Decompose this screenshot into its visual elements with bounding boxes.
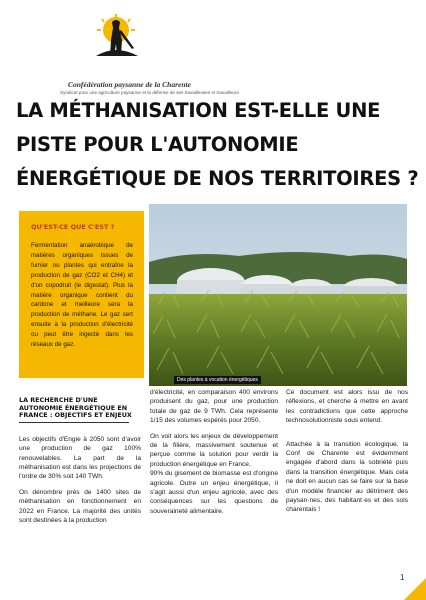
title-line-1: LA MÉTHANISATION EST-ELLE UNE [16, 99, 381, 122]
corner-decoration [404, 578, 426, 600]
col1-paragraph-2: On dénombre près de 1400 sites de méthanisation en fonctionnement en 2022 en France. La majorité des unités sont destinées à la production [19, 488, 141, 525]
subtitle-divider [19, 422, 129, 423]
column-2 [150, 388, 278, 522]
page-title [16, 94, 419, 196]
logo [20, 14, 239, 95]
definition-text: Fermentation anaérobique de matières organiques issues de fumier ou plantes qui entraîne la production de gaz (CO2 et CH4) et d'un copodruit (le digestat). Plus la matière organique contient du cardone et meilleure sera la production de méthane. Le gaz sert ensuite à la production d'électricité ou peut être ingecté dans les réseaux de gaz. [31, 242, 133, 349]
col2-paragraph-2: On voit alors les enjeux de développement de la filière, massivement soutenue et perçue comme la solution pour verdir la production énergétique en France. [150, 432, 278, 468]
definition-box [19, 211, 144, 378]
col3-paragraph-1: Ce document est alors issu de nos réflexions, et cherche à mettre en avant les contradictions que cette approche technosolutionniste sous entend. [286, 389, 408, 425]
col3-paragraph-2: Attachée à la transition écologique, la Conf de Charente est évidemment engagée d'abord dans la sobriété puis dans la transition énergétique. Mais cela ne doit en aucun cas se faire sur la base d'un modèle financier au détriment des paysan·nes, des habitant·es et des sols charentais ! [286, 440, 408, 514]
col2-paragraph-1: d'électricité, en comparaison 400 environs produisent du gaz, pour une production totale de gaz de 9 TWh. Cela représente 1/15 des volumes espérés pour 2050. [150, 389, 278, 425]
cornfield-photo [149, 204, 407, 386]
org-tagline: Syndicat pour une agriculture paysanne et la défense de ses travailleuses et travailleurs [60, 90, 239, 95]
definition-heading: QU'EST-CE QUE C'EST ? [31, 223, 115, 231]
col1-paragraph-1: Les objectifs d'Engie à 2050 sont d'avoir une production de gaz 100% renouvelables. La part de la méthanisation est dans les projections de l'ordre de 30% soit 140 TWh. [19, 435, 141, 481]
page-number: 1 [400, 573, 405, 582]
photo-caption: Des plantes à vocation énergétiques [174, 376, 261, 384]
column-1 [19, 397, 141, 531]
column-3 [286, 388, 408, 521]
col2-paragraph-3: 90% du gisement de biomasse est d'origine agricole. Outre un enjeu énergétique, il s'agit aussi d'un enjeu agricole, avec des conséquences sur les questions de souveraineté alimentaire. [150, 470, 278, 515]
sunflower-farmer-icon [94, 14, 140, 58]
title-line-3: ÉNERGÉTIQUE DE NOS TERRITOIRES ? [16, 167, 419, 190]
org-name: Confédération paysanne de la Charente [68, 80, 191, 89]
photo-illustration [149, 204, 407, 386]
title-line-2: PISTE POUR L'AUTONOMIE [16, 133, 299, 156]
section-subtitle: LA RECHERCHE D'UNE AUTONOMIE ÉNERGÉTIQUE EN FRANCE : OBJECTIFS ET ENJEUX [19, 396, 132, 420]
